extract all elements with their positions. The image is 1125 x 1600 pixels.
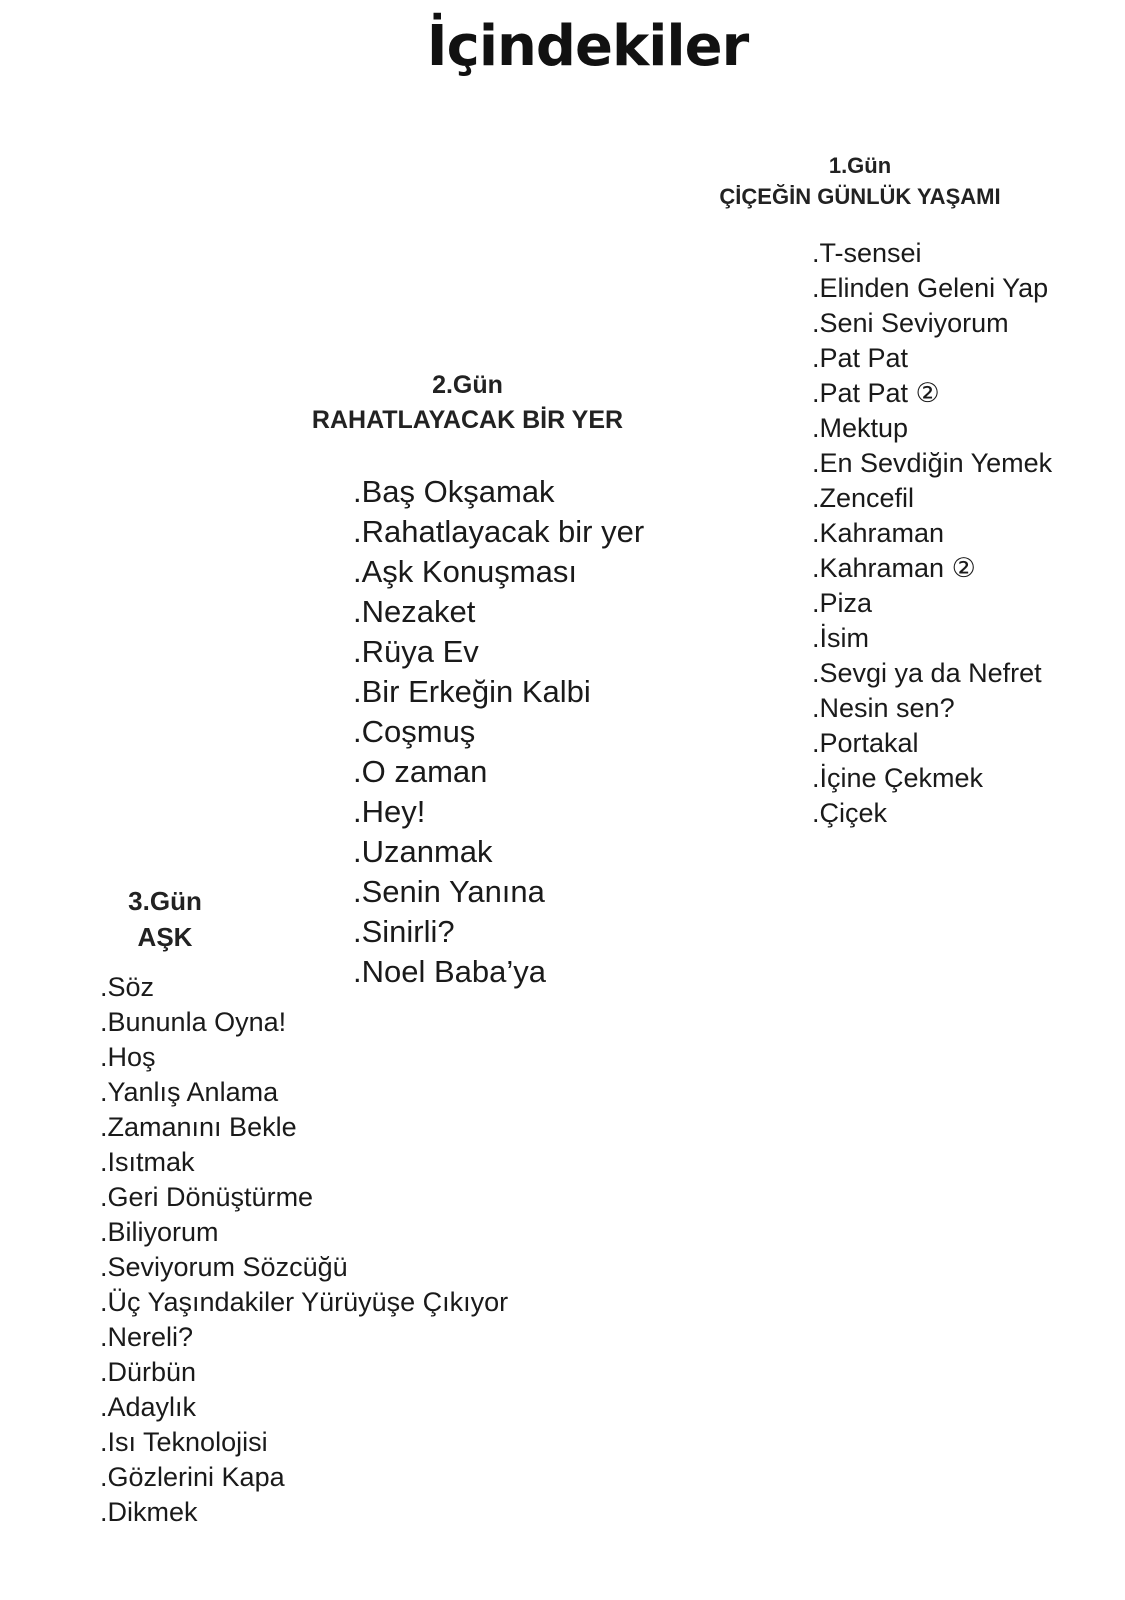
toc-entry: .Sevgi ya da Nefret: [812, 658, 1042, 688]
section-day-label: 2.Gün: [432, 371, 503, 399]
toc-entry: .Coşmuş: [353, 714, 476, 749]
toc-entry: .Pat Pat ②: [812, 378, 940, 408]
toc-entry: .Noel Baba’ya: [353, 954, 547, 989]
toc-entry: .Nereli?: [100, 1322, 194, 1352]
toc-entry: .Hoş: [100, 1042, 156, 1072]
toc-entry: .Adaylık: [100, 1392, 197, 1422]
toc-entry: .Yanlış Anlama: [100, 1077, 279, 1107]
toc-entry: .Zamanını Bekle: [100, 1112, 297, 1142]
entry-list: [353, 472, 644, 992]
toc-entry: .En Sevdiğin Yemek: [812, 448, 1053, 478]
toc-entry: .Kahraman ②: [812, 553, 976, 583]
section-heading: [285, 368, 650, 438]
toc-entry: .Zencefil: [812, 483, 915, 513]
entry-list: [812, 236, 1052, 831]
toc-entry: .Çiçek: [812, 798, 888, 828]
toc-entry: .Seni Seviyorum: [812, 308, 1009, 338]
toc-entry: .Isı Teknolojisi: [100, 1427, 268, 1457]
toc-entry: .Dürbün: [100, 1357, 197, 1387]
section-name: AŞK: [137, 922, 193, 952]
toc-entry: .Bununla Oyna!: [100, 1007, 287, 1037]
toc-entry: .Baş Okşamak: [353, 474, 555, 509]
toc-entry: .Isıtmak: [100, 1147, 195, 1177]
section-name: ÇİÇEĞİN GÜNLÜK YAŞAMI: [719, 184, 1001, 209]
toc-entry: .Rahatlayacak bir yer: [353, 514, 645, 549]
toc-entry: .Gözlerini Kapa: [100, 1462, 285, 1492]
toc-entry: .Piza: [812, 588, 873, 618]
toc-entry: .Üç Yaşındakiler Yürüyüşe Çıkıyor: [100, 1287, 509, 1317]
toc-entry: .Pat Pat: [812, 343, 909, 373]
toc-entry: .Kahraman: [812, 518, 945, 548]
toc-entry: .İçine Çekmek: [812, 763, 984, 793]
toc-entry: .O zaman: [353, 754, 488, 789]
toc-entry: .Elinden Geleni Yap: [812, 273, 1049, 303]
section-name: RAHATLAYACAK BİR YER: [311, 406, 624, 434]
toc-entry: .Hey!: [353, 794, 426, 829]
section-heading: [95, 883, 235, 955]
toc-entry: .İsim: [812, 623, 869, 653]
toc-entry: .Aşk Konuşması: [353, 554, 577, 589]
toc-entry: .Uzanmak: [353, 834, 493, 869]
section-day-label: 1.Gün: [828, 153, 892, 178]
toc-entry: .Sinirli?: [353, 914, 455, 949]
toc-entry: .T-sensei: [812, 238, 922, 268]
toc-entry: .Geri Dönüştürme: [100, 1182, 314, 1212]
toc-entry: .Rüya Ev: [353, 634, 479, 669]
toc-entry: .Nesin sen?: [812, 693, 955, 723]
toc-entry: .Seviyorum Sözcüğü: [100, 1252, 348, 1282]
section-day-label: 3.Gün: [128, 886, 202, 916]
page-title: İçindekiler: [426, 14, 749, 79]
toc-entry: .Portakal: [812, 728, 919, 758]
toc-entry: .Söz: [100, 972, 155, 1002]
toc-entry: .Senin Yanına: [353, 874, 545, 909]
toc-entry: .Biliyorum: [100, 1217, 219, 1247]
toc-entry: .Mektup: [812, 413, 909, 443]
entry-list: [100, 970, 508, 1530]
toc-entry: .Nezaket: [353, 594, 476, 629]
section-heading: [700, 150, 1020, 212]
toc-entry: .Dikmek: [100, 1497, 198, 1527]
toc-entry: .Bir Erkeğin Kalbi: [353, 674, 591, 709]
